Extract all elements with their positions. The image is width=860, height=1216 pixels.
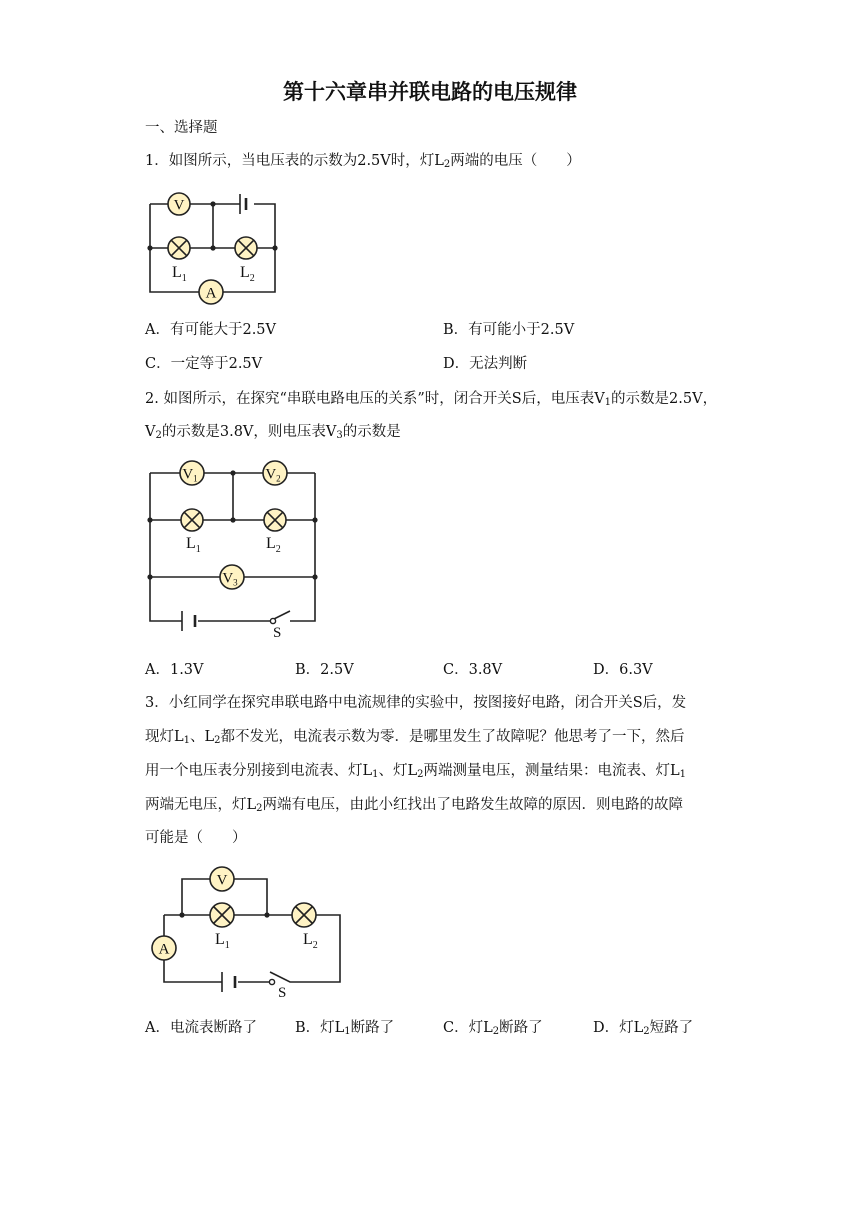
voltmeter-icon bbox=[210, 867, 234, 891]
q2-option-b[interactable]: B．2.5V bbox=[295, 662, 354, 678]
lamp-l2-label: $L_2$ bbox=[266, 535, 281, 555]
switch-label: S bbox=[278, 985, 287, 1001]
lamp-l1-icon bbox=[181, 509, 203, 531]
q1-option-d[interactable]: D．无法判断 bbox=[443, 356, 528, 372]
switch-label: S bbox=[273, 625, 282, 641]
q3-option-b[interactable]: B．灯$L_1$断路了 bbox=[295, 1020, 395, 1037]
svg-text:V1: $V_1$ bbox=[182, 466, 198, 484]
svg-text:A: A bbox=[158, 941, 170, 958]
q3-option-a[interactable]: A．电流表断路了 bbox=[145, 1020, 257, 1036]
q2-option-c[interactable]: C．3.8V bbox=[443, 662, 503, 678]
voltmeter-v2-icon bbox=[263, 461, 287, 485]
q1-stem: 1．如图所示，当电压表的示数为2.5V时，灯$L_2$两端的电压（ ） bbox=[145, 153, 581, 170]
q3-option-d[interactable]: D．灯$L_2$短路了 bbox=[593, 1020, 694, 1037]
lamp-l1-label: $L_1$ bbox=[172, 264, 187, 284]
lamp-l2-icon bbox=[264, 509, 286, 531]
svg-text:V: V bbox=[173, 197, 185, 214]
lamp-l1-label: $L_1$ bbox=[186, 535, 201, 555]
q3-stem-line3: 用一个电压表分别接到电流表、灯$L_1$、灯$L_2$两端测量电压，测量结果：电流表、灯$L_1$ bbox=[145, 763, 687, 780]
q3-option-c[interactable]: C．灯$L_2$断路了 bbox=[443, 1020, 543, 1037]
lamp-l2-icon bbox=[292, 903, 316, 927]
q2-stem-line2: $V_2$的示数是3.8V，则电压表$V_3$的示数是 bbox=[145, 424, 401, 441]
q2-option-a[interactable]: A．1.3V bbox=[145, 662, 204, 678]
svg-text:V3: $V_3$ bbox=[222, 570, 238, 588]
lamp-l1-icon bbox=[168, 237, 190, 259]
voltmeter-icon bbox=[168, 193, 190, 215]
q1-option-c[interactable]: C．一定等于2.5V bbox=[145, 356, 263, 372]
lamp-l1-icon bbox=[210, 903, 234, 927]
q3-stem-line1: 3．小红同学在探究串联电路中电流规律的实验中，按图接好电路，闭合开关S后，发 bbox=[145, 695, 687, 711]
voltmeter-v1-icon bbox=[180, 461, 204, 485]
svg-text:V2: $V_2$ bbox=[265, 466, 281, 484]
q1-option-a[interactable]: A．有可能大于2.5V bbox=[145, 322, 277, 338]
q2-circuit-diagram bbox=[140, 455, 330, 645]
lamp-l2-label: $L_2$ bbox=[303, 931, 318, 951]
lamp-l1-label: $L_1$ bbox=[215, 931, 230, 951]
lamp-l2-icon bbox=[235, 237, 257, 259]
q3-stem-line4: 两端无电压，灯$L_2$两端有电压，由此小红找出了电路发生故障的原因．则电路的故障 bbox=[145, 797, 684, 814]
svg-text:A: A bbox=[205, 285, 217, 302]
ammeter-icon bbox=[199, 280, 223, 304]
voltmeter-v3-icon bbox=[220, 565, 244, 589]
section-heading: 一、选择题 bbox=[145, 120, 218, 136]
q1-option-b[interactable]: B．有可能小于2.5V bbox=[443, 322, 575, 338]
q3-circuit-diagram bbox=[140, 862, 355, 1001]
q3-stem-line2: 现灯$L_1$、$L_2$都不发光，电流表示数为零．是哪里发生了故障呢？他思考了一下，然后 bbox=[145, 729, 685, 746]
q3-stem-line5: 可能是（ ） bbox=[145, 830, 247, 846]
lamp-l2-label: $L_2$ bbox=[240, 264, 255, 284]
ammeter-icon bbox=[152, 936, 176, 960]
q1-circuit-diagram bbox=[140, 180, 290, 305]
q2-option-d[interactable]: D．6.3V bbox=[593, 662, 653, 678]
page-title: 第十六章串并联电路的电压规律 bbox=[283, 80, 577, 104]
q2-stem-line1: 2. 如图所示，在探究“串联电路电压的关系”时，闭合开关S后，电压表$V_1$的示数是2.5V， bbox=[145, 391, 718, 408]
svg-text:V: V bbox=[216, 872, 228, 889]
